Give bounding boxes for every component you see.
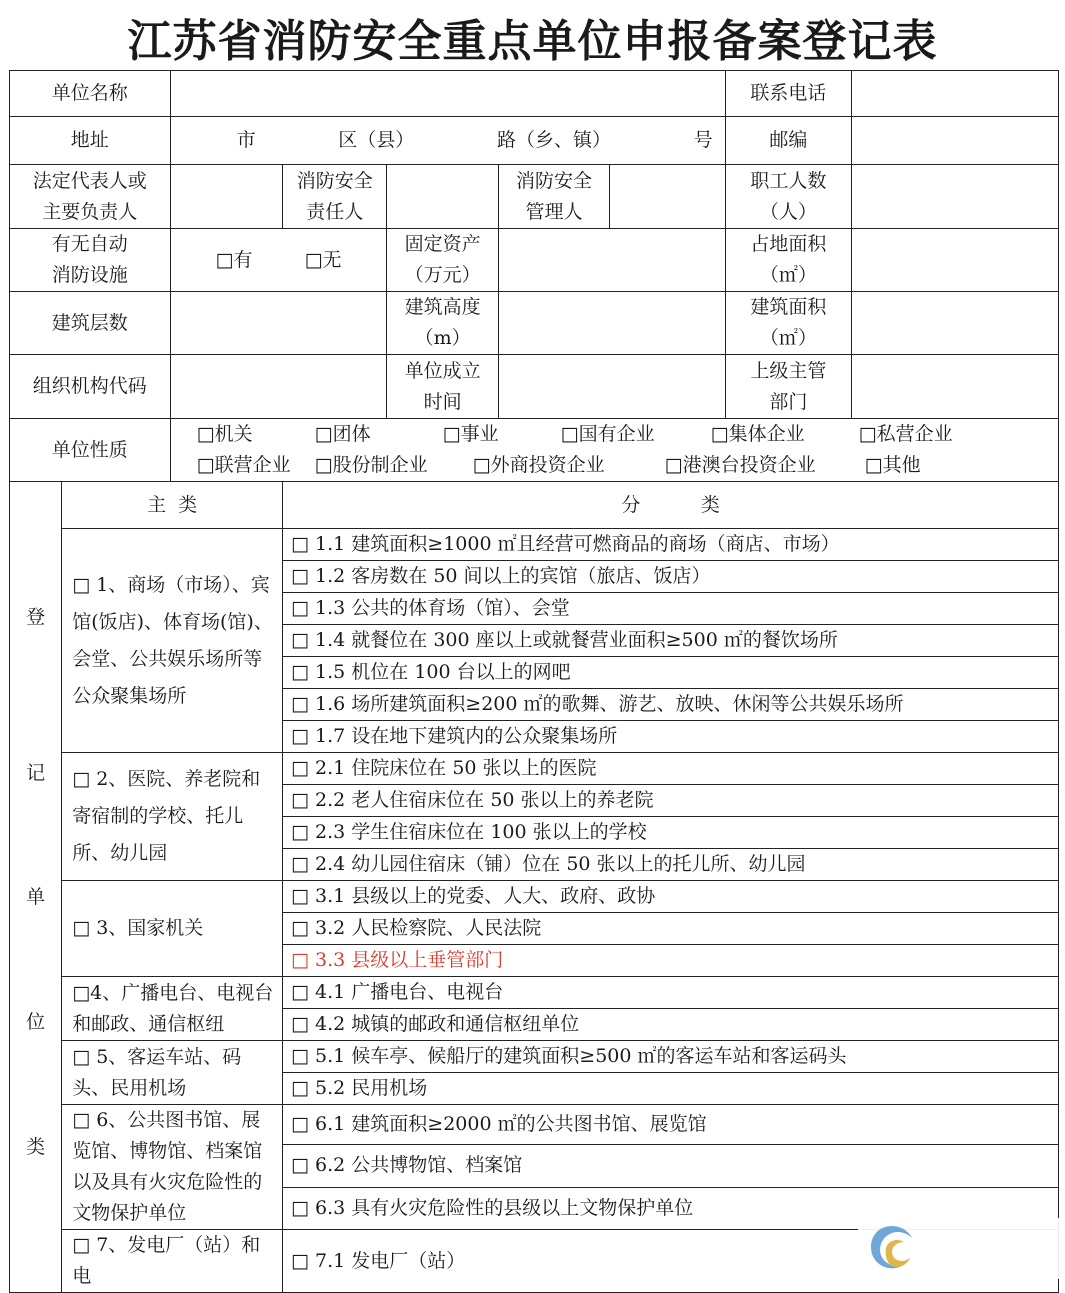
main-category-header: 主 类: [62, 482, 283, 529]
address-label: 地址: [10, 117, 171, 165]
safety-resp-label: 消防安全 责任人: [283, 165, 387, 229]
nature-row-1: [197, 419, 1054, 450]
postcode-label: 邮编: [725, 117, 851, 165]
safety-mgr-label: 消防安全 管理人: [498, 165, 609, 229]
sub-category-header: 分 类: [283, 482, 1059, 529]
auto-facility-label: 有无自动 消防设施: [10, 229, 171, 292]
sub-category-item[interactable]: □ 2.4 幼儿园住宿床（铺）位在 50 张以上的托儿所、幼儿园: [283, 849, 1059, 881]
phone-label: 联系电话: [725, 71, 851, 117]
form-title: 江苏省消防安全重点单位申报备案登记表: [127, 16, 938, 67]
assets-label: 固定资产 （万元）: [387, 229, 498, 292]
nature-option[interactable]: □集体企业: [710, 423, 805, 445]
unit-name-label: 单位名称: [10, 71, 171, 117]
yes-label: 有: [233, 248, 253, 271]
established-label: 单位成立 时间: [387, 355, 498, 419]
sub-category-item[interactable]: □ 1.5 机位在 100 台以上的网吧: [283, 657, 1059, 689]
addr-district: 区（县）: [338, 129, 415, 151]
sub-category-item[interactable]: □ 1.1 建筑面积≥1000 ㎡且经营可燃商品的商场（商店、市场）: [283, 529, 1059, 561]
land-area-label: 占地面积 （㎡）: [725, 229, 851, 292]
address-field[interactable]: [170, 117, 725, 165]
sub-category-item[interactable]: □ 1.3 公共的体育场（馆）、会堂: [283, 593, 1059, 625]
category-side-label: 登 记 单 位 类: [10, 482, 62, 1293]
postcode-field[interactable]: [852, 117, 1059, 165]
addr-city: 市: [236, 129, 256, 151]
nature-option[interactable]: □联营企业: [196, 454, 291, 476]
main-category-4[interactable]: □4、广播电台、电视台和邮政、通信枢纽: [62, 977, 283, 1041]
superior-field[interactable]: [852, 355, 1059, 419]
safety-resp-field[interactable]: [387, 165, 498, 229]
main-category-1[interactable]: □ 1、商场（市场）、宾馆(饭店)、体育场(馆)、会堂、公共娱乐场所等公众聚集场所: [62, 529, 283, 753]
nature-option[interactable]: □机关: [196, 423, 253, 445]
nature-options: [170, 419, 1058, 482]
legal-rep-field[interactable]: [170, 165, 282, 229]
phone-field[interactable]: [852, 71, 1059, 117]
sub-category-item[interactable]: □ 2.1 住院床位在 50 张以上的医院: [283, 753, 1059, 785]
land-area-field[interactable]: [852, 229, 1059, 292]
sub-category-item[interactable]: □ 6.1 建筑面积≥2000 ㎡的公共图书馆、展览馆: [283, 1105, 1059, 1145]
main-category-2[interactable]: □ 2、医院、养老院和寄宿制的学校、托儿所、幼儿园: [62, 753, 283, 881]
sub-category-item[interactable]: □ 1.2 客房数在 50 间以上的宾馆（旅店、饭店）: [283, 561, 1059, 593]
sub-category-item[interactable]: □ 1.7 设在地下建筑内的公众聚集场所: [283, 721, 1059, 753]
sub-category-item[interactable]: □ 1.4 就餐位在 300 座以上或就餐营业面积≥500 ㎡的餐饮场所: [283, 625, 1059, 657]
sub-category-item[interactable]: □ 3.2 人民检察院、人民法院: [283, 913, 1059, 945]
main-category-5[interactable]: □ 5、客运车站、码头、民用机场: [62, 1041, 283, 1105]
org-code-label: 组织机构代码: [10, 355, 171, 419]
nature-option[interactable]: □港澳台投资企业: [664, 454, 816, 476]
yes-checkbox[interactable]: □: [215, 248, 234, 271]
unit-name-field[interactable]: [170, 71, 725, 117]
superior-label: 上级主管 部门: [725, 355, 851, 419]
no-label: 无: [322, 248, 342, 271]
safety-mgr-field[interactable]: [610, 165, 725, 229]
nature-label: 单位性质: [10, 419, 171, 482]
nature-option[interactable]: □国有企业: [560, 423, 655, 445]
addr-no: 号: [693, 129, 713, 151]
build-area-field[interactable]: [852, 292, 1059, 355]
floors-field[interactable]: [170, 292, 387, 355]
addr-road: 路（乡、镇）: [496, 129, 611, 151]
build-area-label: 建筑面积 （㎡）: [725, 292, 851, 355]
nature-option[interactable]: □外商投资企业: [472, 454, 605, 476]
height-field[interactable]: [498, 292, 725, 355]
registration-form: [9, 70, 1059, 1293]
sub-category-item[interactable]: □ 6.3 具有火灾危险性的县级以上文物保护单位: [283, 1187, 1059, 1229]
nature-option[interactable]: □团体: [314, 423, 371, 445]
sub-category-item[interactable]: □ 4.2 城镇的邮政和通信枢纽单位: [283, 1009, 1059, 1041]
sub-category-item[interactable]: □ 7.1 发电厂（站）: [283, 1230, 1059, 1293]
org-code-field[interactable]: [170, 355, 387, 419]
nature-option[interactable]: □其他: [864, 454, 921, 476]
staff-field[interactable]: [852, 165, 1059, 229]
sub-category-item[interactable]: □ 6.2 公共博物馆、档案馆: [283, 1145, 1059, 1187]
staff-label: 职工人数 （人）: [725, 165, 851, 229]
established-field[interactable]: [498, 355, 725, 419]
sub-category-item[interactable]: □ 2.2 老人住宿床位在 50 张以上的养老院: [283, 785, 1059, 817]
sub-category-item[interactable]: □ 2.3 学生住宿床位在 100 张以上的学校: [283, 817, 1059, 849]
sub-category-item[interactable]: □ 3.1 县级以上的党委、人大、政府、政协: [283, 881, 1059, 913]
auto-facility-options: [170, 229, 387, 292]
nature-option[interactable]: □股份制企业: [314, 454, 428, 476]
main-category-3[interactable]: □ 3、国家机关: [62, 881, 283, 977]
main-category-6[interactable]: □ 6、公共图书馆、展览馆、博物馆、档案馆以及具有火灾危险性的文物保护单位: [62, 1105, 283, 1230]
floors-label: 建筑层数: [10, 292, 171, 355]
sub-category-item[interactable]: □ 1.6 场所建筑面积≥200 ㎡的歌舞、游艺、放映、休闲等公共娱乐场所: [283, 689, 1059, 721]
main-category-7[interactable]: □ 7、发电厂（站）和电: [62, 1230, 283, 1293]
watermark-logo: [858, 1218, 1065, 1279]
sub-category-item[interactable]: □ 5.2 民用机场: [283, 1073, 1059, 1105]
no-checkbox[interactable]: □: [304, 248, 323, 271]
legal-rep-label: 法定代表人或 主要负责人: [10, 165, 171, 229]
sub-category-item[interactable]: □ 4.1 广播电台、电视台: [283, 977, 1059, 1009]
sub-category-item-highlighted[interactable]: □ 3.3 县级以上垂管部门: [283, 945, 1059, 977]
sub-category-item[interactable]: □ 5.1 候车亭、候船厅的建筑面积≥500 ㎡的客运车站和客运码头: [283, 1041, 1059, 1073]
nature-option[interactable]: □私营企业: [858, 423, 953, 445]
nature-row-2: [197, 450, 1054, 481]
height-label: 建筑高度 （m）: [387, 292, 498, 355]
assets-field[interactable]: [498, 229, 725, 292]
nature-option[interactable]: □事业: [442, 423, 499, 445]
